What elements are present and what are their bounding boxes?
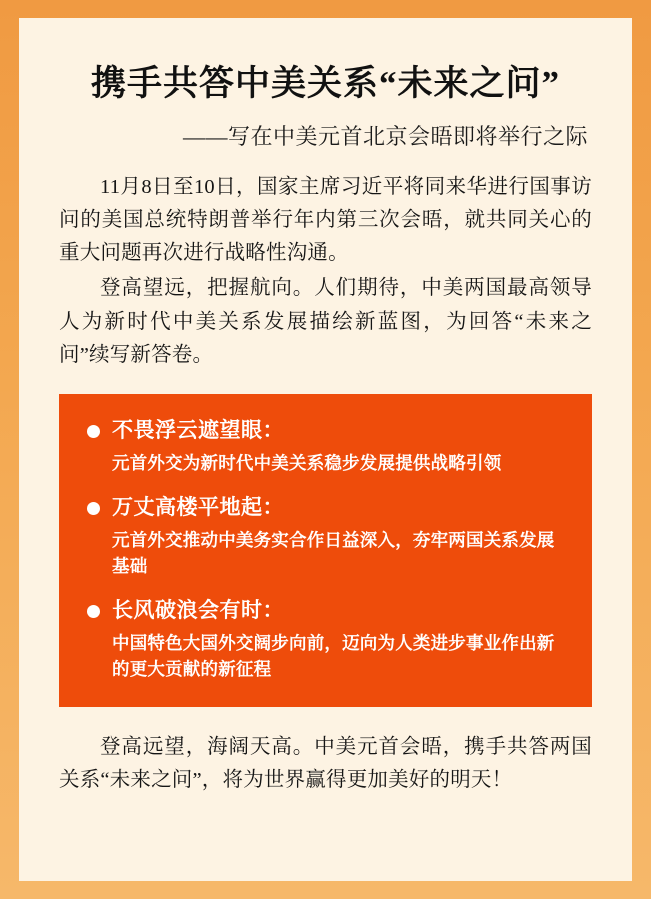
highlight-content <box>112 596 566 683</box>
highlight-item <box>85 493 566 580</box>
article-closing <box>59 731 592 797</box>
highlight-item <box>85 596 566 683</box>
paragraph: 登高望远，把握航向。人们期待，中美两国最高领导人为新时代中美关系发展描绘新蓝图，为回答“未来之问”续写新答卷。 <box>59 277 592 366</box>
paragraph: 11月8日至10日，国家主席习近平将同来华进行国事访问的美国总统特朗普举行年内第三次会晤，就共同关心的重大问题再次进行战略性沟通。 <box>59 175 592 265</box>
article-body <box>59 171 592 372</box>
paragraph: 登高远望，海阔天高。中美元首会晤，携手共答两国关系“未来之问”，将为世界赢得更加美好的明天！ <box>59 735 592 791</box>
bullet-icon <box>87 502 100 515</box>
page-subtitle: ——写在中美元首北京会晤即将举行之际 <box>182 123 588 149</box>
highlight-description: 元首外交推动中美务实合作日益深入，夯牢两国关系发展基础 <box>112 530 555 577</box>
bullet-icon <box>87 425 100 438</box>
highlight-heading: 长风破浪会有时： <box>112 598 284 622</box>
highlight-content <box>112 416 566 477</box>
highlight-description: 元首外交为新时代中美关系稳步发展提供战略引领 <box>112 453 502 474</box>
highlight-description: 中国特色大国外交阔步向前，迈向为人类进步事业作出新的更大贡献的新征程 <box>112 633 555 680</box>
page-title: 携手共答中美关系“未来之问” <box>90 64 560 103</box>
highlight-content <box>112 493 566 580</box>
highlight-box <box>59 394 592 707</box>
highlight-heading: 万丈高楼平地起： <box>112 495 284 519</box>
article-card <box>19 18 632 881</box>
highlight-item <box>85 416 566 477</box>
bullet-icon <box>87 605 100 618</box>
highlight-heading: 不畏浮云遮望眼： <box>112 418 284 442</box>
